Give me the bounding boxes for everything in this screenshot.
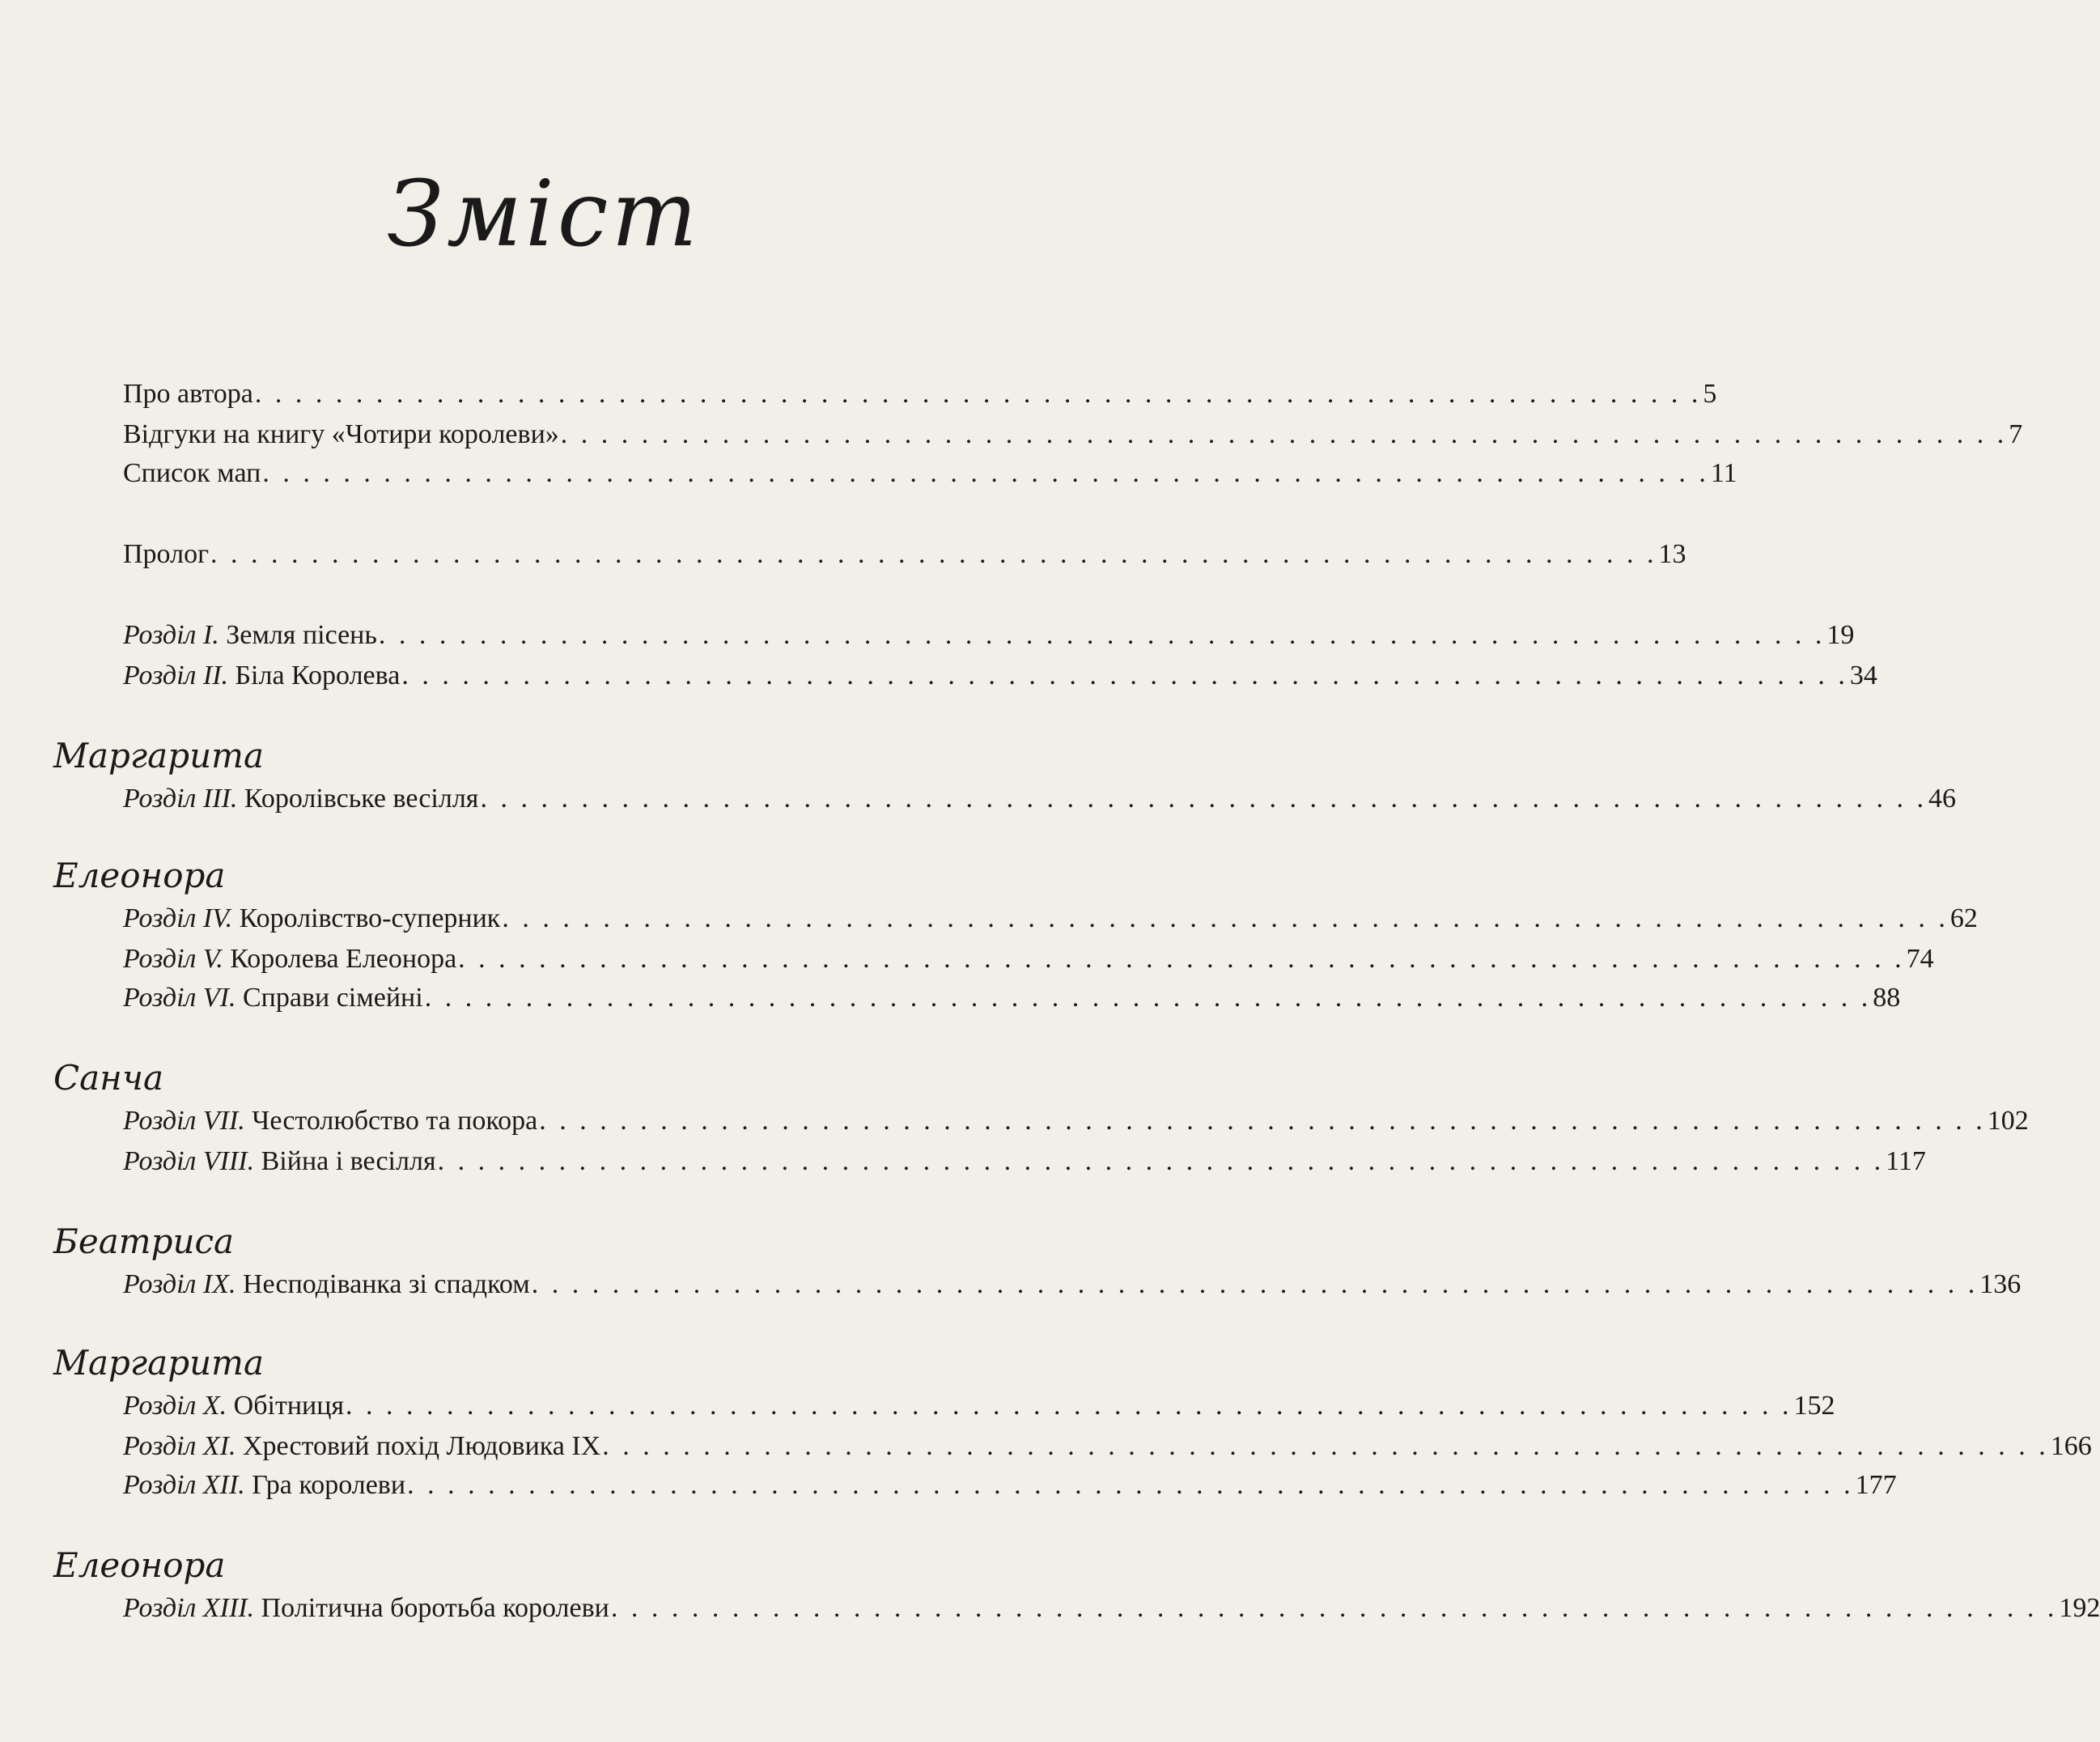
section-heading: Маргарита — [53, 1343, 264, 1383]
toc-entry-chapter — [123, 939, 1934, 979]
toc-entry-chapter — [123, 656, 1877, 696]
toc-entry-chapter — [123, 1465, 1897, 1506]
toc-entry-chapter — [123, 1426, 2092, 1467]
dot-leader: . . . . . . . . . . . . . . . . . . . . . . . . . . . . . . . . . . . . . . . . . . . . . . . . . . . . . . . . . . . . . . . . . . . . . . . . — [407, 1470, 1854, 1500]
entry-label: Розділ IV. Королівство-суперник — [123, 903, 501, 933]
entry-label: Розділ VII. Честолюбство та покора — [123, 1106, 538, 1136]
section-heading: Елеонора — [53, 1545, 226, 1585]
entry-label: Список мап — [123, 458, 261, 488]
section-heading: Елеонора — [53, 856, 226, 895]
dot-leader: . . . . . . . . . . . . . . . . . . . . . . . . . . . . . . . . . . . . . . . . . . . . . . . . . . . . . . . . . . . . . . . . . . . . . . . . — [437, 1146, 1885, 1176]
entry-label: Розділ V. Королева Елеонора — [123, 944, 457, 974]
chapter-number: Розділ XI. — [123, 1431, 236, 1461]
dot-leader: . . . . . . . . . . . . . . . . . . . . . . . . . . . . . . . . . . . . . . . . . . . . . . . . . . . . . . . . . . . . . . . . . . . . . . . . — [458, 944, 1905, 974]
dot-leader: . . . . . . . . . . . . . . . . . . . . . . . . . . . . . . . . . . . . . . . . . . . . . . . . . . . . . . . . . . . . . . . . . . . . . . . . — [480, 784, 1927, 814]
toc-entry-chapter — [123, 1101, 2029, 1141]
page-number: 13 — [1658, 539, 1686, 569]
dot-leader: . . . . . . . . . . . . . . . . . . . . . . . . . . . . . . . . . . . . . . . . . . . . . . . . . . . . . . . . . . . . . . . . . . . . . . . . — [602, 1431, 2049, 1461]
dot-leader: . . . . . . . . . . . . . . . . . . . . . . . . . . . . . . . . . . . . . . . . . . . . . . . . . . . . . . . . . . . . . . . . . . . . . . . . — [378, 620, 1826, 650]
chapter-number: Розділ IX. — [123, 1269, 236, 1299]
chapter-number: Розділ III. — [123, 784, 238, 814]
page-number: 62 — [1949, 903, 1978, 933]
section-heading: Маргарита — [53, 736, 264, 775]
page-number: 102 — [1987, 1106, 2029, 1136]
toc-entry-chapter — [123, 1264, 2022, 1305]
page-number: 88 — [1873, 983, 1901, 1013]
section-heading: Беатриса — [53, 1222, 235, 1261]
dot-leader: . . . . . . . . . . . . . . . . . . . . . . . . . . . . . . . . . . . . . . . . . . . . . . . . . . . . . . . . . . . . . . . . . . . . . . . . — [210, 539, 1657, 569]
entry-label: Розділ VI. Справи сімейні — [123, 983, 423, 1013]
dot-leader: . . . . . . . . . . . . . . . . . . . . . . . . . . . . . . . . . . . . . . . . . . . . . . . . . . . . . . . . . . . . . . . . . . . . . . . . — [539, 1106, 1986, 1136]
page-number: 192 — [2059, 1593, 2100, 1623]
entry-label: Відгуки на книгу «Чотири королеви» — [123, 419, 559, 449]
entry-label: Розділ XII. Гра королеви — [123, 1470, 406, 1500]
toc-entry-chapter — [123, 779, 1956, 819]
entry-label: Пролог — [123, 539, 210, 569]
page-number: 7 — [2009, 419, 2023, 449]
dot-leader: . . . . . . . . . . . . . . . . . . . . . . . . . . . . . . . . . . . . . . . . . . . . . . . . . . . . . . . . . . . . . . . . . . . . . . . . — [531, 1269, 1979, 1299]
toc-entry — [123, 453, 1737, 494]
toc-entry-chapter — [123, 615, 1855, 656]
dot-leader: . . . . . . . . . . . . . . . . . . . . . . . . . . . . . . . . . . . . . . . . . . . . . . . . . . . . . . . . . . . . . . . . . . . . . . . . — [401, 661, 1848, 690]
page-number: 19 — [1826, 620, 1855, 650]
dot-leader: . . . . . . . . . . . . . . . . . . . . . . . . . . . . . . . . . . . . . . . . . . . . . . . . . . . . . . . . . . . . . . . . . . . . . . . . — [346, 1391, 1792, 1421]
chapter-number: Розділ XII. — [123, 1470, 245, 1500]
section-heading: Санча — [53, 1058, 164, 1098]
toc-entry — [123, 374, 1717, 414]
entry-label: Розділ VIII. Війна і весілля — [123, 1146, 436, 1176]
page-number: 46 — [1928, 784, 1956, 814]
toc-entry-chapter — [123, 899, 1978, 939]
entry-label: Розділ X. Обітниця — [123, 1391, 345, 1421]
page-number: 11 — [1710, 458, 1737, 488]
toc-entry — [123, 534, 1686, 575]
chapter-number: Розділ V. — [123, 944, 223, 974]
page-title: Зміст — [387, 162, 701, 267]
dot-leader: . . . . . . . . . . . . . . . . . . . . . . . . . . . . . . . . . . . . . . . . . . . . . . . . . . . . . . . . . . . . . . . . . . . . . . . . — [254, 379, 1702, 409]
toc-entry-chapter — [123, 1588, 2100, 1629]
dot-leader: . . . . . . . . . . . . . . . . . . . . . . . . . . . . . . . . . . . . . . . . . . . . . . . . . . . . . . . . . . . . . . . . . . . . . . . . — [424, 983, 1872, 1013]
dot-leader: . . . . . . . . . . . . . . . . . . . . . . . . . . . . . . . . . . . . . . . . . . . . . . . . . . . . . . . . . . . . . . . . . . . . . . . . — [560, 419, 2008, 449]
dot-leader: . . . . . . . . . . . . . . . . . . . . . . . . . . . . . . . . . . . . . . . . . . . . . . . . . . . . . . . . . . . . . . . . . . . . . . . . — [262, 458, 1709, 488]
entry-label: Розділ I. Земля пісень — [123, 620, 377, 650]
page-number: 166 — [2050, 1431, 2092, 1461]
entry-label: Розділ III. Королівське весілля — [123, 784, 479, 814]
chapter-number: Розділ XIII. — [123, 1593, 255, 1623]
chapter-number: Розділ II. — [123, 661, 229, 690]
page-number: 74 — [1906, 944, 1934, 974]
chapter-number: Розділ VI. — [123, 983, 236, 1013]
chapter-number: Розділ I. — [123, 620, 219, 650]
page-number: 5 — [1703, 379, 1717, 409]
page-number: 177 — [1855, 1470, 1897, 1500]
toc-entry-chapter — [123, 1386, 1835, 1426]
toc-entry-chapter — [123, 1141, 1926, 1182]
entry-label: Розділ II. Біла Королева — [123, 661, 401, 690]
entry-label: Розділ XIII. Політична боротьба королеви — [123, 1593, 609, 1623]
toc-entry-chapter — [123, 978, 1901, 1018]
page-number: 136 — [1979, 1269, 2022, 1299]
chapter-number: Розділ X. — [123, 1391, 227, 1421]
page-number: 152 — [1793, 1391, 1835, 1421]
entry-label: Розділ IX. Несподіванка зі спадком — [123, 1269, 530, 1299]
toc-entry — [123, 414, 2023, 455]
entry-label: Розділ XI. Хрестовий похід Людовика IX — [123, 1431, 601, 1461]
dot-leader: . . . . . . . . . . . . . . . . . . . . . . . . . . . . . . . . . . . . . . . . . . . . . . . . . . . . . . . . . . . . . . . . . . . . . . . . — [610, 1593, 2058, 1623]
dot-leader: . . . . . . . . . . . . . . . . . . . . . . . . . . . . . . . . . . . . . . . . . . . . . . . . . . . . . . . . . . . . . . . . . . . . . . . . — [502, 903, 1949, 933]
chapter-number: Розділ VIII. — [123, 1146, 255, 1176]
page-number: 117 — [1886, 1146, 1926, 1176]
chapter-number: Розділ IV. — [123, 903, 233, 933]
chapter-number: Розділ VII. — [123, 1106, 245, 1136]
page-number: 34 — [1849, 661, 1877, 690]
entry-label: Про автора — [123, 379, 253, 409]
